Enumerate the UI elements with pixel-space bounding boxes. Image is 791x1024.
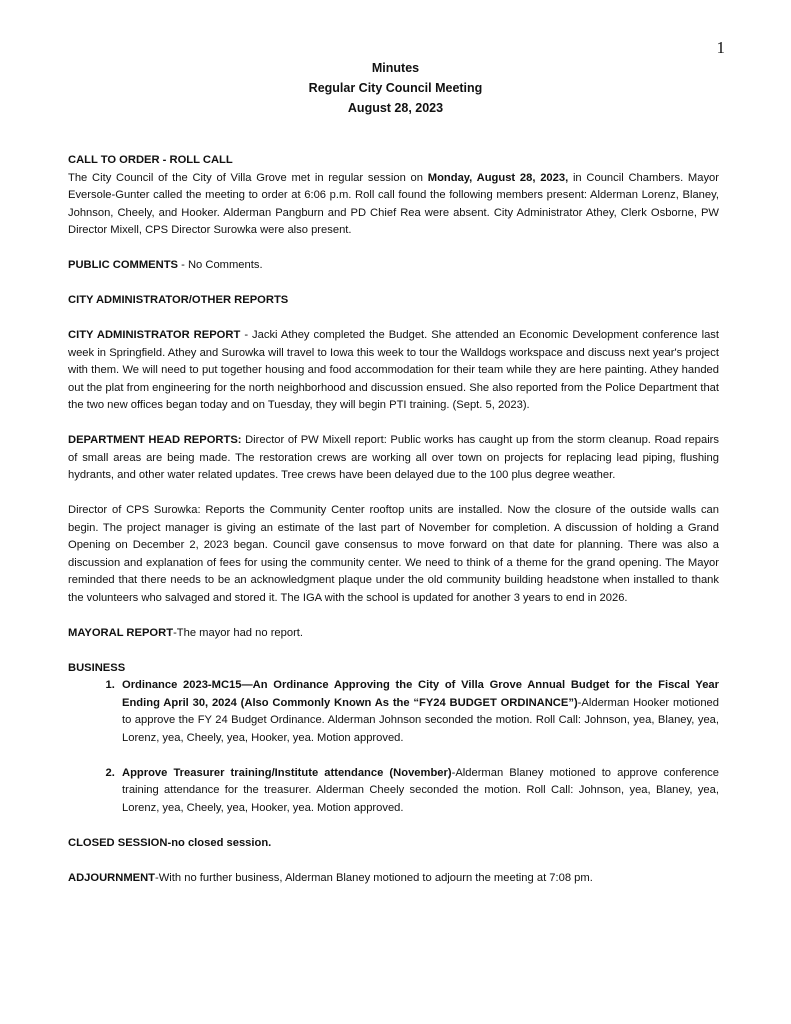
dept-head-reports-text: Director of PW Mixell report: Public works has caught up from the storm cleanup. Road repairs of small areas are being made. The restoration crews are working all over town on projects for replacing lead piping, flushing hydrants, and other water related updates. Tree crews have been delayed due to the 100 plus degree weather.: [68, 434, 719, 481]
business-item-title: Approve Treasurer training/Institute attendance (November): [122, 766, 452, 779]
header-date: August 28, 2023: [347, 101, 444, 115]
business-item-text: -Alderman Blaney motioned to approve conference training attendance for the treasurer. Alderman Cheely seconded the motion. Roll Call: Johnson, yea, Blaney, yea, Lorenz, yea, Cheely, yea, Hooker, yea. Motion approved.: [122, 766, 719, 814]
adjournment-heading: ADJOURNMENT: [68, 871, 156, 884]
dept-head-reports-heading: DEPARTMENT HEAD REPORTS:: [68, 434, 242, 446]
call-to-order-heading: CALL TO ORDER - ROLL CALL: [68, 154, 233, 166]
call-to-order-text-end: in Council Chambers. Mayor Eversole-Gunter called the meeting to order at 6:06 p.m. Roll call found the following members present: Alderman Lorenz, Blaney, Johnson, Cheely, and Hooker. Alderman Pangburn and PD Chief Rea were absent. City Administrator Athey, Clerk Osborne, PW Director Mixell, CPS Director Surowka were also present.: [68, 171, 720, 236]
closed-session-heading: CLOSED SESSION-no closed session.: [68, 836, 272, 849]
header-title: Minutes: [371, 61, 420, 75]
cps-report-section: [68, 502, 719, 607]
minutes-body: [68, 152, 719, 887]
public-comments-section: [68, 257, 719, 275]
business-section: [68, 660, 719, 818]
call-to-order-text-start: The City Council of the City of Villa Grove met in regular session on: [68, 171, 428, 184]
meeting-date: Monday, August 28, 2023,: [427, 171, 569, 184]
city-admin-report-text: - Jacki Athey completed the Budget. She attended an Economic Development conference last week in Springfield. Athey and Surowka will travel to Iowa this week to tour the Walldogs workspace and discuss next year's project with them. We will need to put together housing and food accommodation for their team while they are here painting. Athey handed out the plat from engineering for the north neighborhood and discussion ensued. She also reported from the Police Department that the two new offices began today and on Tuesday, they will begin PTI training. (Sept. 5, 2023).: [68, 329, 720, 411]
mayoral-report-heading: MAYORAL REPORT: [68, 626, 174, 639]
call-to-order-paragraph: [68, 170, 719, 240]
business-list: [68, 677, 719, 817]
adjournment-text: -With no further business, Alderman Blaney motioned to adjourn the meeting at 7:08 pm.: [155, 871, 593, 884]
adjournment-section: [68, 870, 719, 888]
business-item-budget-ordinance: [118, 677, 719, 747]
dept-head-reports-section: [68, 432, 719, 485]
cps-report-text: Director of CPS Surowka: Reports the Community Center rooftop units are installed. Now the closure of the outside walls can begin. The project manager is giving an estimate of the last part of November for completion. A discussion of holding a Grand Opening on December 2, 2023 began. Council gave consensus to move forward on that date for planning. There was also a discussion and explanation of fees for using the community center. We need to think of a theme for the grand opening. The Mayor reminded that there needs to be an acknowledgment plaque under the old community building headstone when installed to thank the volunteers who salvaged and stored it. The IGA with the school is updated for another 3 years to end in 2026.: [68, 504, 719, 604]
business-item-treasurer-training: [118, 765, 719, 818]
city-admin-report-section: [68, 327, 719, 415]
business-item-text: -Alderman Hooker motioned to approve the FY 24 Budget Ordinance. Alderman Johnson seconded the motion. Roll Call: Johnson, yea, Blaney, yea, Lorenz, yea, Cheely, yea, Hooker, yea. Motion approved.: [122, 696, 719, 744]
business-heading: BUSINESS: [68, 661, 126, 674]
reports-section-heading: [68, 292, 719, 310]
header-meeting-type: Regular City Council Meeting: [308, 81, 483, 95]
city-admin-report-heading: CITY ADMINISTRATOR REPORT: [68, 329, 241, 341]
mayoral-report-section: [68, 625, 719, 643]
document-header: [0, 58, 791, 118]
page-number: 1: [716, 38, 725, 57]
reports-heading: CITY ADMINISTRATOR/OTHER REPORTS: [68, 294, 289, 306]
public-comments-text: - No Comments.: [178, 259, 263, 271]
call-to-order-section: [68, 152, 719, 240]
public-comments-heading: PUBLIC COMMENTS: [68, 259, 179, 271]
closed-session-section: [68, 835, 719, 853]
business-item-title: Ordinance 2023-MC15—An Ordinance Approving the City of Villa Grove Annual Budget for the Fiscal Year Ending April 30, 2024 (Also Commonly Known As the “FY24 BUDGET ORDINANCE”): [122, 679, 719, 709]
mayoral-report-text: -The mayor had no report.: [173, 626, 304, 639]
